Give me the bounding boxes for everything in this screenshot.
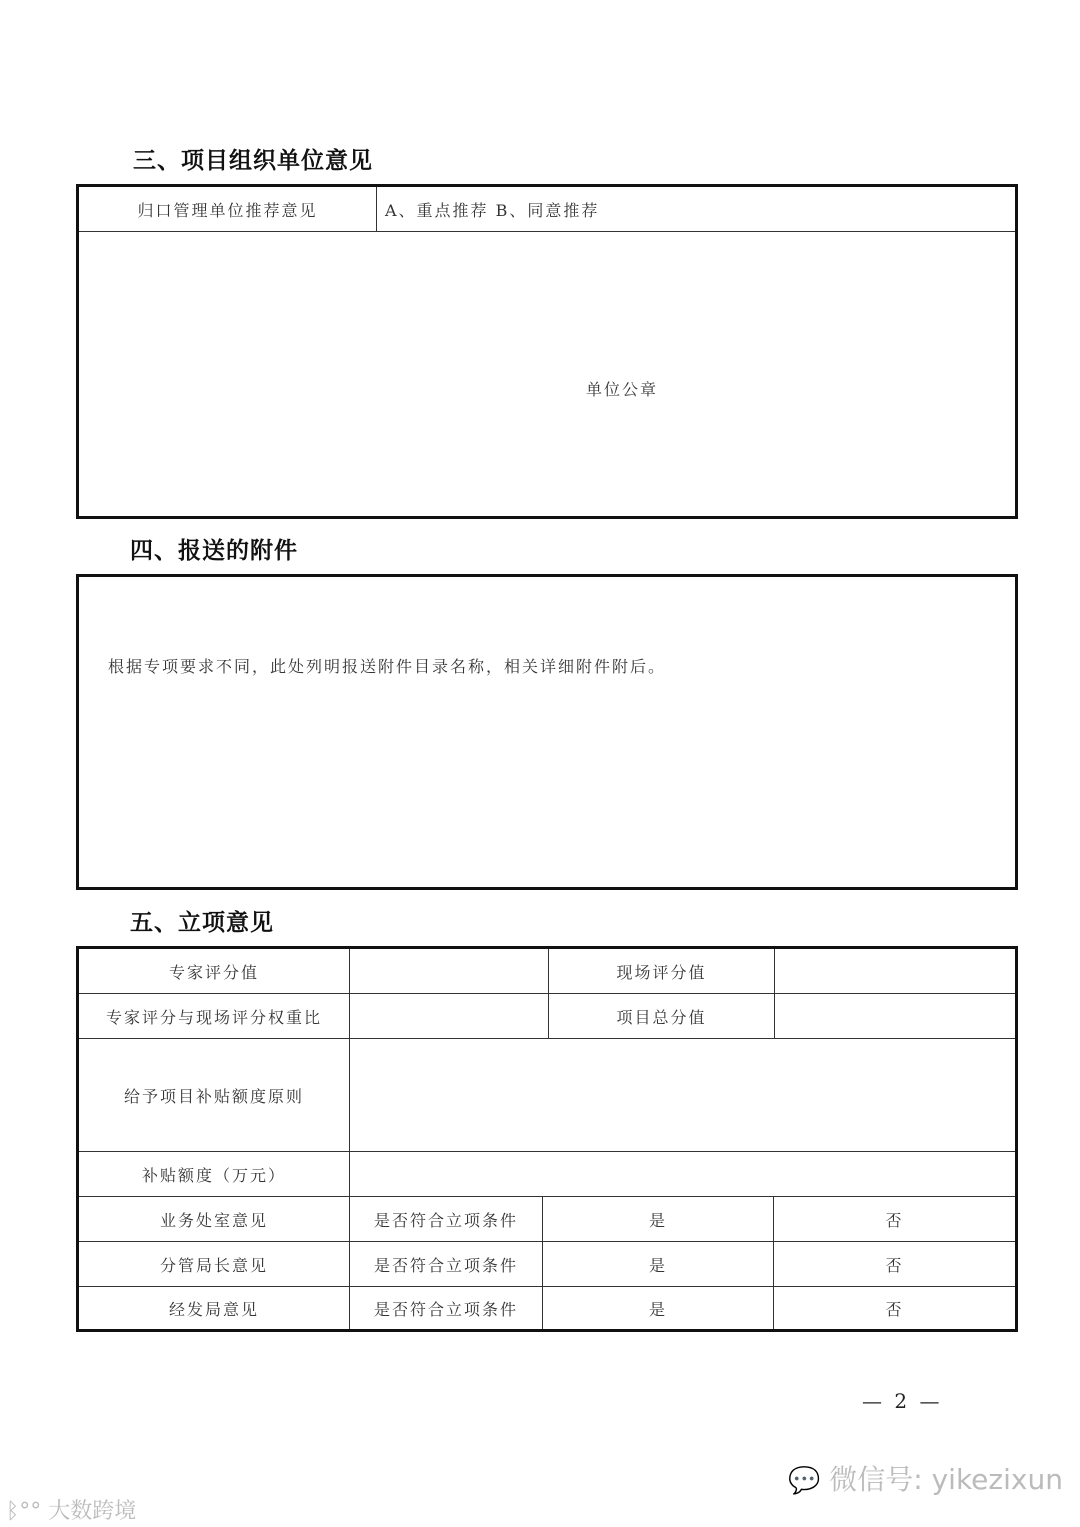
approval-yes-option[interactable]: 是	[543, 1242, 774, 1287]
approval-yes-option[interactable]: 是	[543, 1197, 774, 1242]
total-score-label: 项目总分值	[549, 994, 775, 1039]
approval-no-option[interactable]: 否	[885, 1299, 904, 1319]
section5-table	[76, 946, 1018, 1332]
recommendation-options: A、重点推荐 B、同意推荐	[377, 187, 1015, 232]
site-score-label: 现场评分值	[549, 949, 775, 994]
section3-table	[76, 184, 1018, 519]
subsidy-amount-value[interactable]	[350, 1152, 1015, 1197]
section4-attachments-box	[76, 574, 1018, 890]
approval-question: 是否符合立项条件	[350, 1197, 543, 1242]
wechat-id: 微信号: yikezixun	[829, 1463, 1063, 1496]
approval-no-option[interactable]: 否	[774, 1197, 1015, 1242]
page-number: — 2 —	[862, 1389, 943, 1413]
site-score-value[interactable]	[775, 949, 1015, 994]
approval-label: 分管局长意见	[79, 1242, 350, 1287]
approval-no-option[interactable]: 否	[774, 1242, 1015, 1287]
brand-name: 大数跨境	[48, 1499, 137, 1524]
approval-question: 是否符合立项条件	[350, 1287, 543, 1329]
unit-seal-label: 单位公章	[586, 380, 659, 399]
total-score-value[interactable]	[775, 994, 1015, 1039]
section5-heading: 五、立项意见	[130, 910, 274, 936]
subsidy-amount-label: 补贴额度（万元）	[79, 1152, 350, 1197]
recommendation-label: 归口管理单位推荐意见	[79, 187, 377, 232]
subsidy-principle-value[interactable]	[350, 1039, 1015, 1152]
section4-heading: 四、报送的附件	[130, 538, 298, 564]
approval-yes-option[interactable]: 是	[543, 1287, 774, 1329]
wechat-icon: 💬	[788, 1466, 821, 1496]
subsidy-principle-label: 给予项目补贴额度原则	[79, 1039, 350, 1152]
approval-label: 业务处室意见	[79, 1197, 350, 1242]
expert-score-label: 专家评分值	[79, 949, 350, 994]
approval-label: 经发局意见	[79, 1287, 350, 1329]
wechat-watermark	[788, 1458, 1063, 1498]
weight-ratio-label: 专家评分与现场评分权重比	[79, 994, 350, 1039]
brand-logo-icon: ᛒ°°	[6, 1499, 42, 1524]
approval-question: 是否符合立项条件	[350, 1242, 543, 1287]
section3-heading: 三、项目组织单位意见	[133, 148, 373, 174]
weight-ratio-value[interactable]	[350, 994, 549, 1039]
brand-watermark	[6, 1494, 136, 1525]
attachments-note: 根据专项要求不同，此处列明报送附件目录名称，相关详细附件附后。	[108, 657, 667, 676]
expert-score-value[interactable]	[350, 949, 549, 994]
